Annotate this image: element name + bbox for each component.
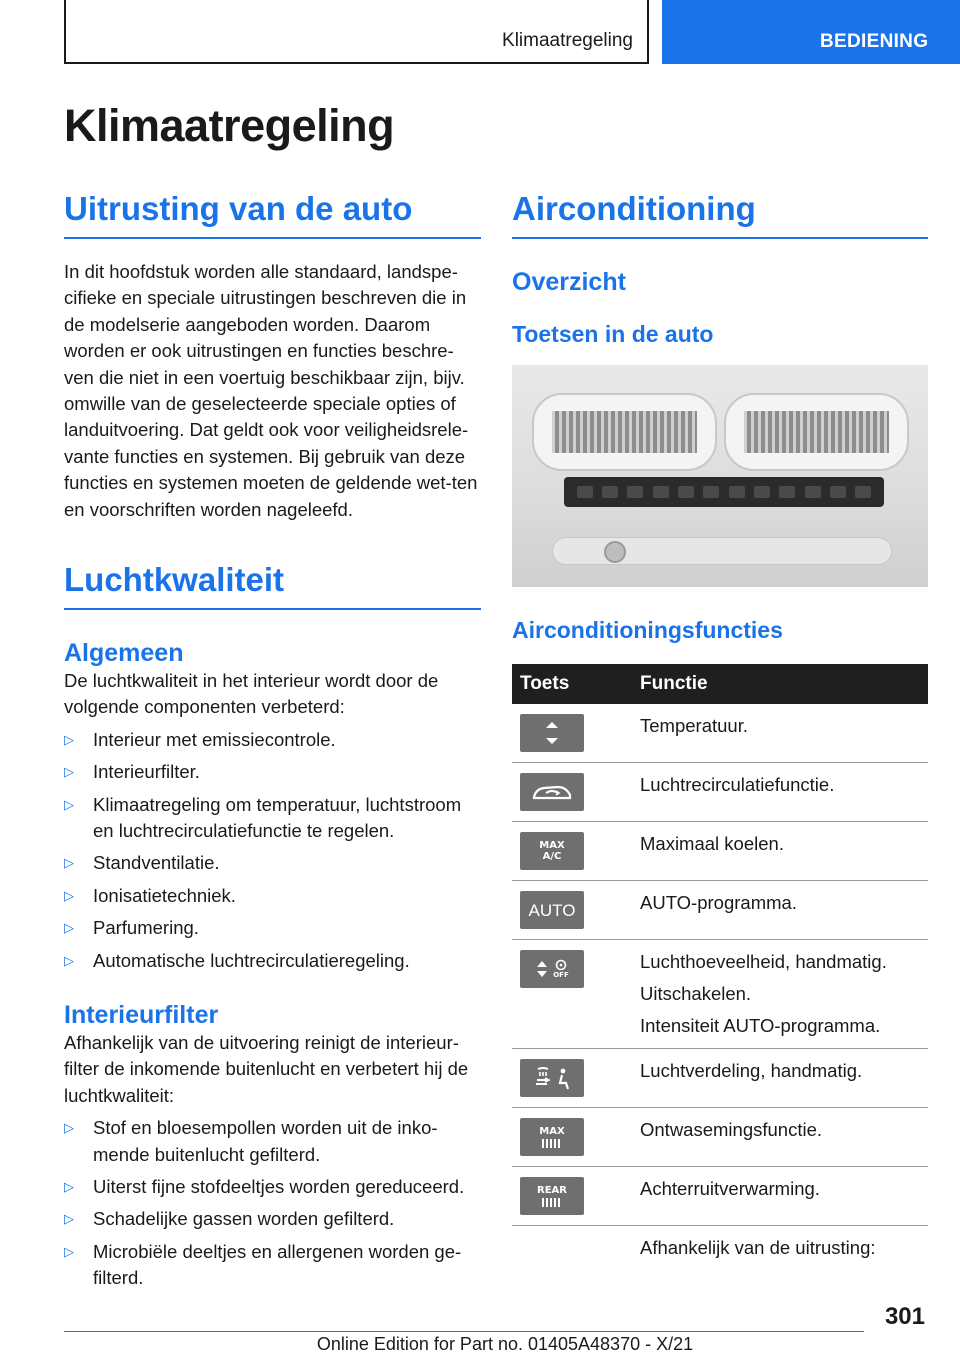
page-title: Klimaatregeling	[64, 100, 395, 151]
table-row: MAX A/C Maximaal koelen.	[512, 822, 928, 881]
list-item: ▷ Microbiële deeltjes en allergenen worden ge-filterd.	[64, 1240, 462, 1289]
bullet-triangle-icon: ▷	[64, 887, 74, 903]
list-item: ▷ Uiterst fijne stofdeeltjes worden gereduceerd.	[64, 1174, 481, 1200]
left-air-vent	[532, 393, 717, 471]
left-column	[64, 190, 481, 1292]
auto-icon: AUTO	[520, 891, 584, 929]
list-item: ▷ Automatische luchtrecirculatieregeling.	[64, 948, 481, 974]
heading-airconditioning: Airconditioning	[512, 190, 928, 239]
paragraph-interieurfilter: Afhankelijk van de uitvoering reinigt de interieur-filter de inkomende buitenlucht en verbetert hij de luchtkwaliteit:	[64, 1032, 469, 1106]
volume-knob-icon	[604, 541, 626, 563]
air-distribution-icon	[520, 1059, 584, 1097]
heading-uitrusting: Uitrusting van de auto	[64, 190, 481, 239]
max-defrost-icon: MAX	[520, 1118, 584, 1156]
bullet-triangle-icon: ▷	[64, 1179, 74, 1195]
climate-control-panel	[564, 477, 884, 507]
rear-defrost-icon: REAR	[520, 1177, 584, 1215]
list-item: ▷ Klimaatregeling om temperatuur, luchtstroom en luchtrecirculatiefunctie te regelen.	[64, 793, 462, 841]
header-section-box	[64, 0, 649, 64]
list-interieurfilter	[64, 1115, 481, 1291]
list-item: ▷ Ionisatietechniek.	[64, 883, 481, 909]
heading-functies: Airconditioningsfuncties	[512, 616, 783, 643]
header-chapter-title: BEDIENING	[820, 31, 929, 52]
list-item: ▷ Standventilatie.	[64, 850, 481, 876]
heading-interieurfilter: Interieurfilter	[64, 1001, 219, 1029]
header-section-title: Klimaatregeling	[502, 30, 633, 51]
list-algemeen	[64, 727, 481, 974]
table-row: OFF Luchthoeveelheid, handmatig. Uitschakelen. Intensiteit AUTO-programma.	[512, 940, 928, 1049]
lower-control-strip	[552, 537, 892, 565]
footer-edition-text: Online Edition for Part no. 01405A48370 - X/21	[316, 1334, 694, 1354]
right-air-vent	[724, 393, 909, 471]
table-row: REAR Achterruitverwarming.	[512, 1167, 928, 1226]
list-item: ▷ Stof en bloesempollen worden uit de inko-mende buitenlucht gefilterd.	[64, 1117, 438, 1165]
list-item: ▷ Schadelijke gassen worden gefilterd.	[64, 1206, 481, 1232]
table-row: Temperatuur.	[512, 704, 928, 763]
column-header-toets: Toets	[512, 664, 636, 704]
recirculation-car-icon	[520, 773, 584, 811]
paragraph-uitrusting: In dit hoofdstuk worden alle standaard, landspe-cifieke en speciale uitrustingen beschreven die in de modelserie aangeboden worden. Daarom worden er ook uitrustingen en functies beschre-ven die niet in een voertuig beschikbaar zijn, bijv. omwille van de geselecteerde speciale opties of landuitvoering. Dat geldt ook voor veiligheidsrele-vante functies en systemen. Bij gebruik van deze functies en systemen moeten de geldende wet-ten en voorschriften worden nageleefd.	[64, 260, 478, 520]
table-row: MAX Ontwasemingsfunctie.	[512, 1108, 928, 1167]
heading-toetsen: Toetsen in de auto	[512, 320, 714, 347]
right-column	[512, 190, 928, 1270]
heading-luchtkwaliteit: Luchtkwaliteit	[64, 561, 481, 610]
functions-table	[512, 664, 928, 1270]
fan-off-icon: OFF	[520, 950, 584, 988]
list-item: ▷ Parfumering.	[64, 915, 481, 941]
heading-algemeen: Algemeen	[64, 638, 184, 667]
table-header-row	[512, 664, 928, 704]
max-ac-icon: MAX A/C	[520, 832, 584, 870]
bullet-triangle-icon: ▷	[64, 1120, 74, 1136]
bullet-triangle-icon: ▷	[64, 764, 74, 780]
bullet-triangle-icon: ▷	[64, 1243, 74, 1259]
paragraph-algemeen: De luchtkwaliteit in het interieur wordt door de volgende componenten verbeterd:	[64, 669, 439, 718]
bullet-triangle-icon: ▷	[64, 952, 74, 968]
bullet-triangle-icon: ▷	[64, 731, 74, 747]
heading-overzicht: Overzicht	[512, 267, 626, 296]
bullet-triangle-icon: ▷	[64, 920, 74, 936]
table-row: Luchtverdeling, handmatig.	[512, 1049, 928, 1108]
bullet-triangle-icon: ▷	[64, 855, 74, 871]
bullet-triangle-icon: ▷	[64, 1211, 74, 1227]
table-row: AUTO AUTO-programma.	[512, 881, 928, 940]
page-number: 301	[884, 1303, 925, 1330]
bullet-triangle-icon: ▷	[64, 796, 74, 812]
table-row: Luchtrecirculatiefunctie.	[512, 763, 928, 822]
temperature-updown-icon	[520, 714, 584, 752]
column-header-functie: Functie	[636, 664, 928, 704]
dashboard-photo	[512, 365, 928, 587]
table-row: Afhankelijk van de uitrusting:	[640, 1237, 876, 1259]
list-item: ▷ Interieurfilter.	[64, 759, 481, 785]
list-item: ▷ Interieur met emissiecontrole.	[64, 727, 481, 753]
footer-divider	[64, 1331, 864, 1332]
